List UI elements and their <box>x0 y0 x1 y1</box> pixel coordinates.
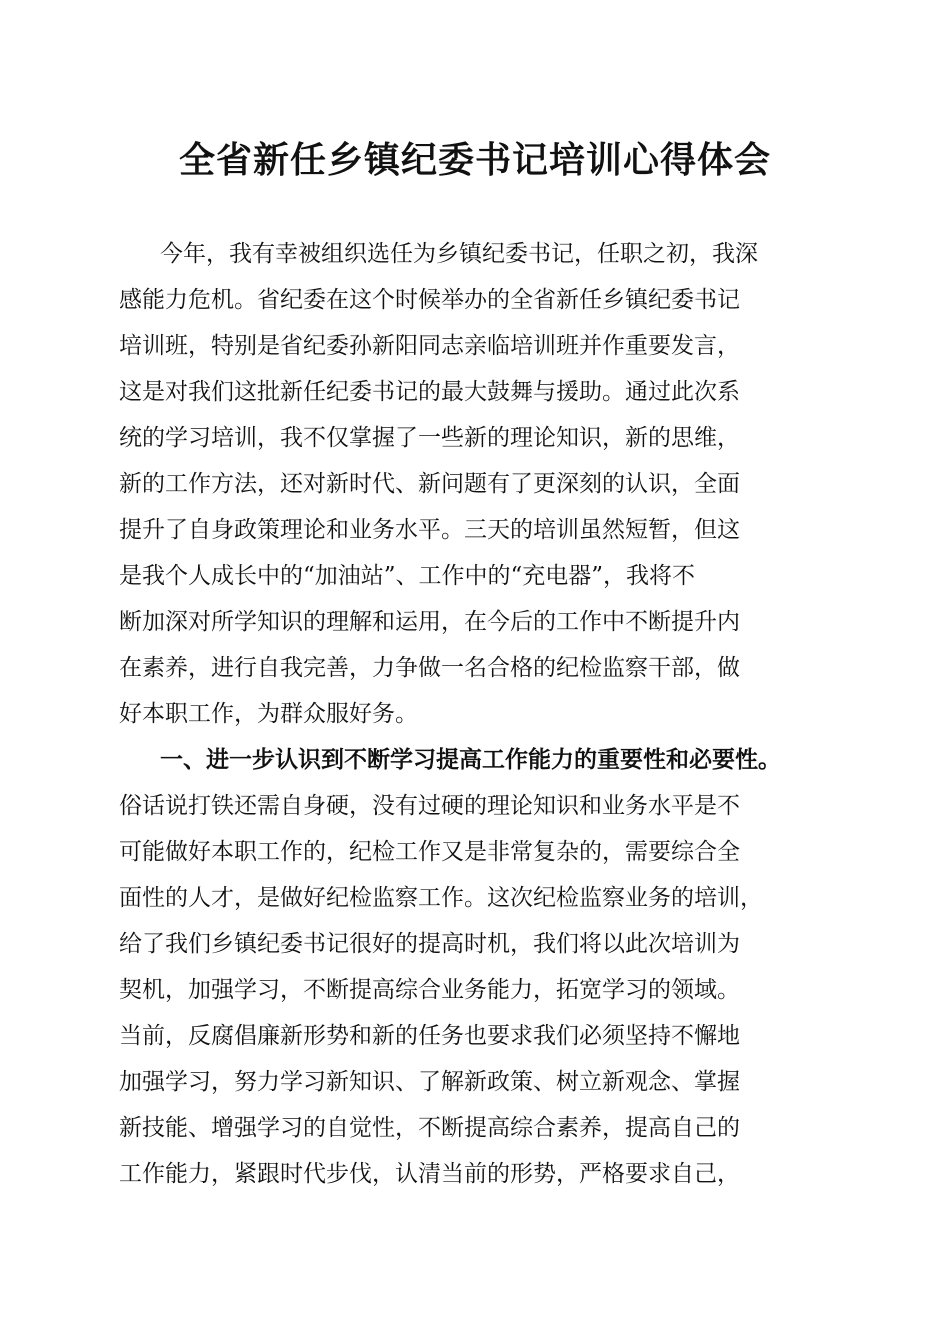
text-line: 在素养，进行自我完善，力争做一名合格的纪检监察干部，做 <box>119 655 740 681</box>
text-line: 今年，我有幸被组织选任为乡镇纪委书记，任职之初，我深 <box>160 241 758 267</box>
text-line: 工作能力，紧跟时代步伐，认清当前的形势，严格要求自己， <box>119 1161 740 1187</box>
text-line: 提升了自身政策理论和业务水平。三天的培训虽然短暂，但这 <box>119 517 740 543</box>
text-line: 当前，反腐倡廉新形势和新的任务也要求我们必须坚持不懈地 <box>119 1023 740 1049</box>
text-line: 给了我们乡镇纪委书记很好的提高时机，我们将以此次培训为 <box>119 931 740 957</box>
text-line: 好本职工作，为群众服好务。 <box>119 701 418 727</box>
text-line: 可能做好本职工作的，纪检工作又是非常复杂的，需要综合全 <box>119 839 740 865</box>
text-line: 加强学习，努力学习新知识、了解新政策、树立新观念、掌握 <box>119 1069 740 1095</box>
text-line: 新的工作方法，还对新时代、新问题有了更深刻的认识，全面 <box>119 471 740 497</box>
section-heading: 一、进一步认识到不断学习提高工作能力的重要性和必要性。 <box>160 747 781 773</box>
text-line: 培训班，特别是省纪委孙新阳同志亲临培训班并作重要发言， <box>119 333 740 359</box>
text-line: 俗话说打铁还需自身硬，没有过硬的理论知识和业务水平是不 <box>119 793 740 819</box>
text-line: 感能力危机。省纪委在这个时候举办的全省新任乡镇纪委书记 <box>119 287 740 313</box>
text-line: 统的学习培训，我不仅掌握了一些新的理论知识，新的思维， <box>119 425 740 451</box>
text-line: 新技能、增强学习的自觉性，不断提高综合素养，提高自己的 <box>119 1115 740 1141</box>
text-line: 契机，加强学习，不断提高综合业务能力，拓宽学习的领域。 <box>119 977 740 1003</box>
text-line: 这是对我们这批新任纪委书记的最大鼓舞与援助。通过此次系 <box>119 379 740 405</box>
text-line: 断加深对所学知识的理解和运用，在今后的工作中不断提升内 <box>119 609 740 635</box>
text-line: 是我个人成长中的“加油站”、工作中的“充电器”，我将不 <box>119 563 696 589</box>
text-line: 面性的人才，是做好纪检监察工作。这次纪检监察业务的培训， <box>119 885 763 911</box>
page-title: 全省新任乡镇纪委书记培训心得体会 <box>178 139 771 181</box>
